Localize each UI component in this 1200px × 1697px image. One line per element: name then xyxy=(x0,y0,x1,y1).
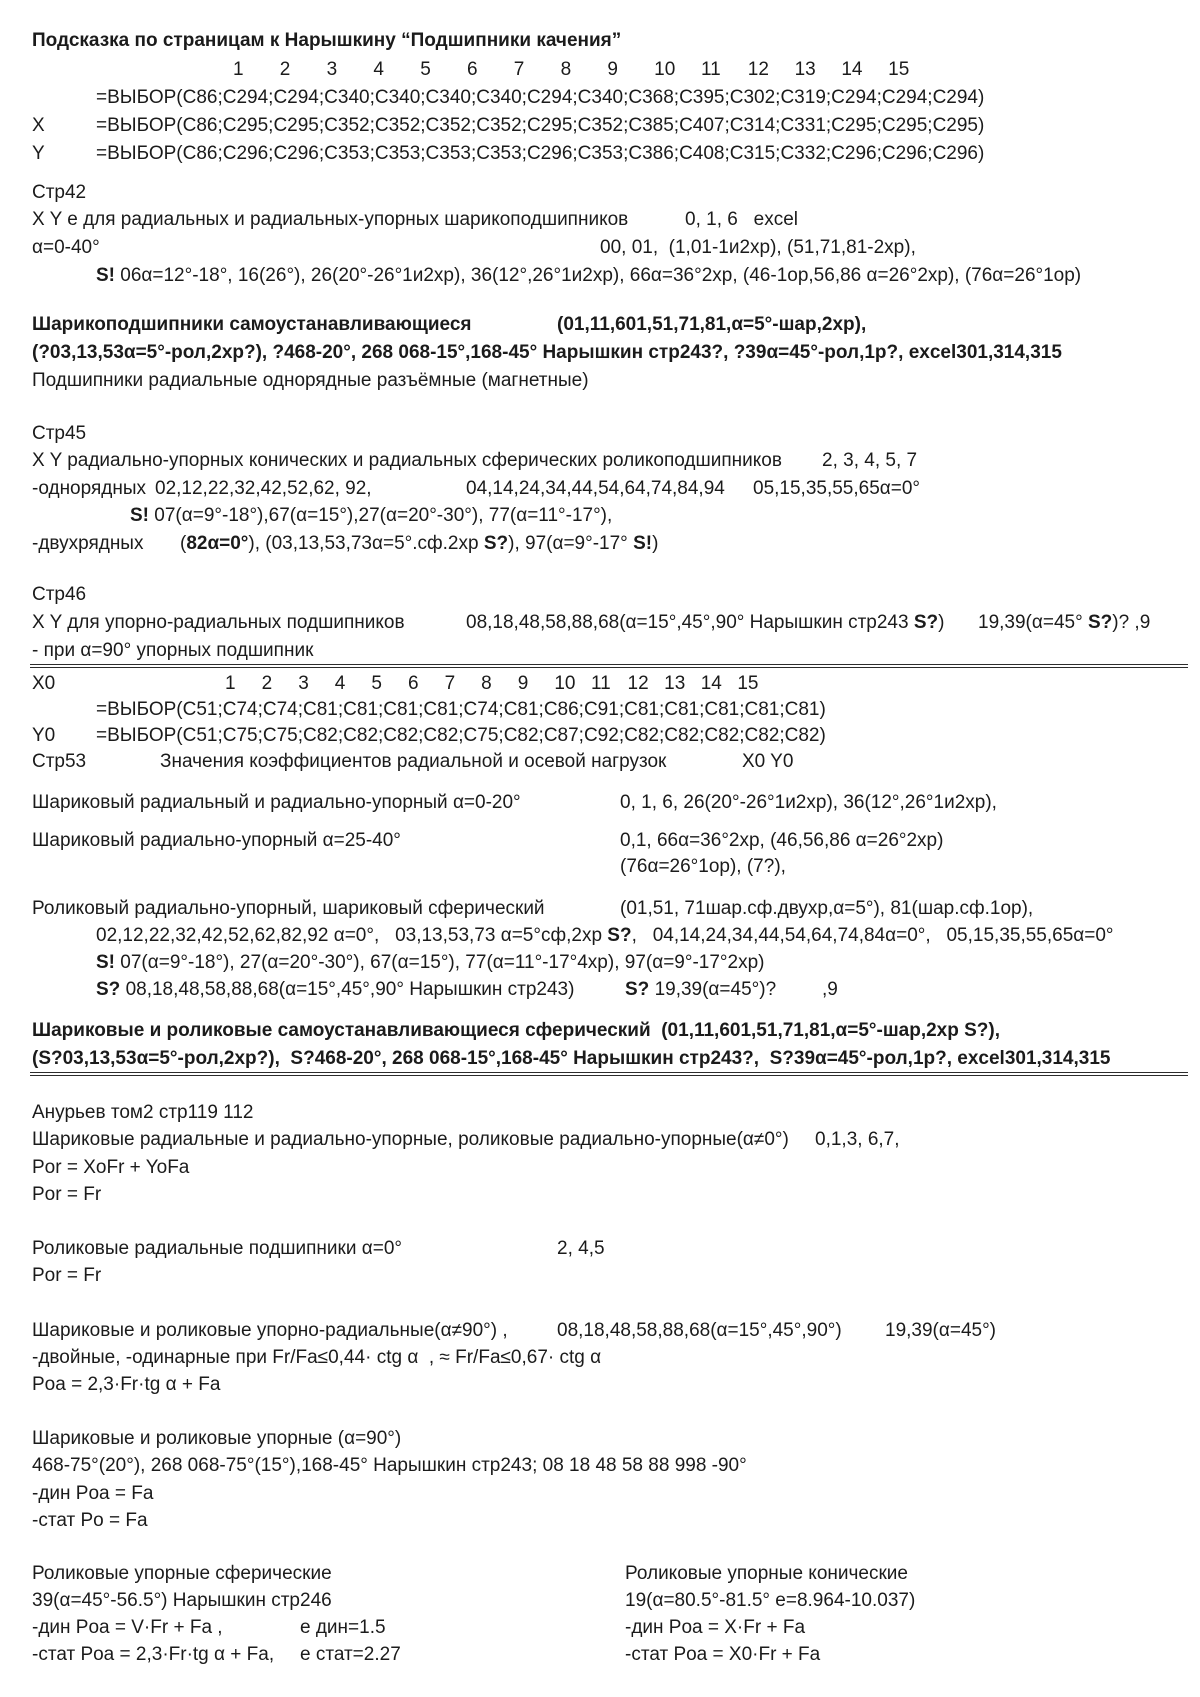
text-run: S? xyxy=(607,925,632,946)
text-chunk xyxy=(620,895,1033,922)
text-chunk xyxy=(32,1126,789,1153)
page-number: 15 xyxy=(888,59,910,80)
text-line xyxy=(0,748,1200,775)
text-run: (S?03,13,53α=5°-рол,2хр?), S?468-20°, 268 068-15°,168-45° Нарышкин стр243?, S?39α=45°-рол,1р?, excel301,314,315 xyxy=(32,1048,1111,1069)
text-run: Стр53 xyxy=(32,751,87,772)
doc-title xyxy=(0,27,1200,54)
text-run: ), 97(α=9°-17° xyxy=(508,533,634,554)
text-run: S! xyxy=(633,533,653,554)
text-run: 08,18,48,58,88,68(α=15°,45°,90°) xyxy=(557,1320,842,1341)
text-chunk xyxy=(32,530,143,557)
text-chunk xyxy=(32,1560,332,1587)
text-line xyxy=(0,447,1200,474)
section-heading xyxy=(0,976,1200,1003)
text-run: Por = Fr xyxy=(32,1184,102,1205)
text-chunk xyxy=(32,1480,153,1507)
page-number: 5 xyxy=(371,673,382,694)
page-number: 1 xyxy=(225,673,236,694)
text-run: 05,15,35,55,65α=0° xyxy=(753,478,921,499)
page-number: 5 xyxy=(420,59,431,80)
text-run: (?03,13,53α=5°-рол,2хр?), ?468-20°, 268 068-15°,168-45° Нарышкин стр243?, ?39α=45°-рол,1р?, excel301,314,315 xyxy=(32,342,1062,363)
text-run: -дин Poa = V·Fr + Fa , xyxy=(32,1617,223,1638)
text-chunk xyxy=(32,1587,332,1614)
text-line xyxy=(0,1425,1200,1452)
text-run: 08,18,48,58,88,68(α=15°,45°,90° Нарышкин стр243) xyxy=(125,979,575,1000)
text-run: 82α=0° xyxy=(186,533,249,554)
text-run: 00, 01, (1,01-1и2хр), (51,71,81-2хр), xyxy=(600,237,916,258)
text-chunk xyxy=(620,853,786,880)
text-chunk xyxy=(32,1017,1000,1044)
text-line xyxy=(0,1344,1200,1371)
text-run: X0 xyxy=(32,673,56,694)
page-number: 7 xyxy=(444,673,456,694)
text-chunk xyxy=(32,1452,747,1479)
text-line xyxy=(0,112,1200,139)
text-line xyxy=(0,722,1200,749)
text-run: -двухрядных xyxy=(32,533,144,554)
text-run: Poa = 2,3·Fr·tg α + Fa xyxy=(32,1374,221,1395)
page-number: 6 xyxy=(407,673,419,694)
text-chunk xyxy=(625,1641,820,1668)
text-chunk xyxy=(32,670,55,697)
text-chunk xyxy=(96,922,1114,949)
divider-rule xyxy=(30,664,1188,668)
text-run: =ВЫБОР(C86;C295;C295;C352;C352;C352;C352;C295;C352;C385;C407;C314;C331;C295;C295;C295) xyxy=(96,115,985,136)
text-chunk xyxy=(557,1317,842,1344)
text-run: -двойные, -одинарные при Fr/Fa≤0,44· ctg α , ≈ Fr/Fa≤0,67· ctg α xyxy=(32,1347,602,1368)
text-chunk xyxy=(685,206,798,233)
text-run: 19,39(α=45° xyxy=(978,612,1088,633)
text-run: Роликовые радиальные подшипники α=0° xyxy=(32,1238,402,1259)
text-run: ( xyxy=(180,533,187,554)
text-chunk xyxy=(822,447,917,474)
text-line xyxy=(0,1317,1200,1344)
text-chunk xyxy=(32,581,86,608)
text-run: 0,1,3, 6,7, xyxy=(815,1129,900,1150)
section-heading xyxy=(0,502,1200,529)
text-run: -однорядных xyxy=(32,478,146,499)
text-run: е стат=2.27 xyxy=(300,1644,401,1665)
section-heading xyxy=(0,262,1200,289)
text-chunk xyxy=(32,420,86,447)
text-line xyxy=(0,367,1200,394)
text-run: Шариковые радиальные и радиально-упорные, роликовые радиально-упорные(α≠0°) xyxy=(32,1129,789,1150)
page-number: 11 xyxy=(590,673,611,694)
text-chunk xyxy=(96,722,826,749)
text-run: α=0-40° xyxy=(32,237,100,258)
text-chunk xyxy=(822,976,838,1003)
text-run: - при α=90° упорных подшипник xyxy=(32,640,314,661)
text-chunk xyxy=(32,1507,148,1534)
text-run: ) xyxy=(938,612,945,633)
text-chunk xyxy=(32,179,86,206)
text-line xyxy=(0,1560,1200,1587)
text-run: 468-75°(20°), 268 068-75°(15°),168-45° Нарышкин стр243; 08 18 48 58 88 998 -90° xyxy=(32,1455,747,1476)
text-chunk xyxy=(978,609,1150,636)
text-run: S? xyxy=(913,612,939,633)
text-line xyxy=(0,1641,1200,1668)
text-chunk xyxy=(466,475,725,502)
text-run: X xyxy=(32,115,45,136)
text-run: )? ,9 xyxy=(1112,612,1151,633)
text-run: Роликовые упорные конические xyxy=(625,1563,908,1584)
text-run: S? xyxy=(1087,612,1113,633)
text-run: Por = XoFr + YoFa xyxy=(32,1157,190,1178)
page-number: 1 xyxy=(233,59,244,80)
text-line xyxy=(0,179,1200,206)
text-run: S? xyxy=(96,979,126,1000)
text-run: S? xyxy=(483,533,509,554)
text-run: -стат Poa = X0·Fr + Fa xyxy=(625,1644,821,1665)
text-run: Подшипники радиальные однорядные разъёмные (магнетные) xyxy=(32,370,589,391)
text-line xyxy=(0,827,1200,854)
text-run: ,9 xyxy=(822,979,838,1000)
formula-line xyxy=(0,696,1200,723)
text-line xyxy=(0,1181,1200,1208)
text-run: X0 Y0 xyxy=(742,751,794,772)
text-run: -стат Poa = 2,3·Fr·tg α + Fa, xyxy=(32,1644,275,1665)
text-chunk xyxy=(32,827,401,854)
page-number: 6 xyxy=(466,59,478,80)
text-run: 02,12,22,32,42,52,62, 92, xyxy=(155,478,372,499)
text-run: 06α=12°-18°, 16(26°), 26(20°-26°1и2хр), 36(12°,26°1и2хр), 66α=36°2хр, (46-1ор,56,86 α=26°2хр), (76α=26°1ор) xyxy=(120,265,1082,286)
text-chunk xyxy=(557,1235,605,1262)
page-number: 2 xyxy=(279,59,291,80)
text-chunk xyxy=(32,1641,274,1668)
page-number: 8 xyxy=(481,673,492,694)
text-run: S? xyxy=(625,979,655,1000)
text-chunk xyxy=(32,1235,402,1262)
text-chunk xyxy=(96,84,984,111)
page-number: 14 xyxy=(700,673,722,694)
page-number: 11 xyxy=(700,59,721,80)
text-run: 0, 1, 6, 26(20°-26°1и2хр), 36(12°,26°1и2хр), xyxy=(620,792,997,813)
text-chunk xyxy=(815,1126,900,1153)
text-run: 02,12,22,32,42,52,62,82,92 α=0°, 03,13,53,73 α=5°сф,2хр xyxy=(96,925,608,946)
text-run: Шариковый радиально-упорный α=25-40° xyxy=(32,830,401,851)
text-run: 07(α=9°-18°), 27(α=20°-30°), 67(α=15°), 77(α=11°-17°4хр), 97(α=9°-17°2хр) xyxy=(120,952,765,973)
page-number: 10 xyxy=(554,673,576,694)
page-number: 12 xyxy=(627,673,649,694)
page-number: 13 xyxy=(794,59,816,80)
text-chunk xyxy=(32,475,146,502)
text-chunk xyxy=(32,1614,223,1641)
text-chunk xyxy=(32,447,782,474)
text-line xyxy=(0,637,1200,664)
text-line xyxy=(0,581,1200,608)
text-chunk xyxy=(32,1154,189,1181)
page-number: 3 xyxy=(298,673,309,694)
text-run: Подсказка по страницам к Нарышкину “Подшипники качения” xyxy=(32,30,622,51)
text-chunk xyxy=(160,748,666,775)
text-chunk xyxy=(620,789,997,816)
text-chunk xyxy=(32,1181,101,1208)
text-chunk xyxy=(32,1317,508,1344)
text-line xyxy=(0,530,1200,557)
text-chunk xyxy=(96,262,1081,289)
divider-rule xyxy=(30,1072,1188,1076)
text-chunk xyxy=(32,234,100,261)
page-number: 14 xyxy=(841,59,863,80)
text-run: -дин Poa = Fa xyxy=(32,1483,154,1504)
text-chunk xyxy=(32,206,628,233)
text-chunk xyxy=(130,502,612,529)
text-run: 39(α=45°-56.5°) Нарышкин стр246 xyxy=(32,1590,332,1611)
text-run: 19(α=80.5°-81.5° e=8.964-10.037) xyxy=(625,1590,916,1611)
text-run: Шариковый радиальный и радиально-упорный α=0-20° xyxy=(32,792,521,813)
text-chunk xyxy=(96,140,984,167)
text-run: 04,14,24,34,44,54,64,74,84,94 xyxy=(466,478,725,499)
text-chunk xyxy=(96,976,574,1003)
text-chunk xyxy=(32,722,55,749)
text-line xyxy=(0,895,1200,922)
text-chunk xyxy=(233,56,935,83)
page-number: 12 xyxy=(747,59,769,80)
text-chunk xyxy=(32,789,521,816)
text-run: Анурьев том2 стр119 112 xyxy=(32,1102,254,1123)
text-chunk xyxy=(32,339,1062,366)
page-number: 13 xyxy=(664,673,686,694)
text-chunk xyxy=(600,234,916,261)
formula-line xyxy=(0,84,1200,111)
text-line xyxy=(0,1126,1200,1153)
text-run: Роликовый радиально-упорный, шариковый сферический xyxy=(32,898,545,919)
text-line xyxy=(0,1262,1200,1289)
text-line xyxy=(0,420,1200,447)
text-chunk xyxy=(753,475,920,502)
text-chunk xyxy=(96,949,764,976)
text-line xyxy=(0,922,1200,949)
text-chunk xyxy=(32,112,45,139)
text-run: 19,39(α=45°) xyxy=(885,1320,997,1341)
page-number: 9 xyxy=(517,673,529,694)
text-run: =ВЫБОР(C86;C294;C294;C340;C340;C340;C340;C294;C340;C368;C395;C302;C319;C294;C294;C294) xyxy=(96,87,985,108)
page-number: 7 xyxy=(513,59,525,80)
text-run: =ВЫБОР(C86;C296;C296;C353;C353;C353;C353;C296;C353;C386;C408;C315;C332;C296;C296;C296) xyxy=(96,143,985,164)
text-run: X Y е для радиальных и радиальных-упорных шарикоподшипников xyxy=(32,209,629,230)
text-chunk xyxy=(32,311,472,338)
text-chunk xyxy=(300,1641,401,1668)
text-chunk xyxy=(625,1614,805,1641)
text-run: (01,51, 71шар.сф.двухр,α=5°), 81(шар.сф.1ор), xyxy=(620,898,1034,919)
text-chunk xyxy=(625,1587,915,1614)
section-heading xyxy=(0,1045,1200,1072)
text-chunk xyxy=(96,112,984,139)
text-line xyxy=(0,206,1200,233)
text-chunk xyxy=(180,530,658,557)
text-chunk xyxy=(32,1262,101,1289)
page-number: 2 xyxy=(261,673,273,694)
text-chunk xyxy=(32,27,621,54)
text-line xyxy=(0,475,1200,502)
text-run: S! xyxy=(130,505,155,526)
text-line xyxy=(0,1587,1200,1614)
section-heading xyxy=(0,311,1200,338)
text-run: Стр46 xyxy=(32,584,87,605)
page-number: 9 xyxy=(607,59,618,80)
text-chunk xyxy=(96,696,826,723)
text-run: 0, 1, 6 excel xyxy=(685,209,799,230)
text-run: ), (03,13,53,73α=5°.сф.2хр xyxy=(248,533,484,554)
text-run: 19,39(α=45°)? xyxy=(654,979,777,1000)
text-line xyxy=(0,140,1200,167)
text-run: Шариковые и роликовые упорные (α=90°) xyxy=(32,1428,402,1449)
text-line xyxy=(0,1235,1200,1262)
section-heading xyxy=(0,339,1200,366)
page-number: 8 xyxy=(560,59,572,80)
page-number: 4 xyxy=(373,59,384,80)
text-chunk xyxy=(885,1317,996,1344)
page-number: 4 xyxy=(334,673,346,694)
text-run: S! xyxy=(96,265,121,286)
text-run: S! xyxy=(96,952,121,973)
text-line xyxy=(0,234,1200,261)
text-run: е дин=1.5 xyxy=(300,1617,386,1638)
text-chunk xyxy=(32,1045,1110,1072)
text-run: 08,18,48,58,88,68(α=15°,45°,90° Нарышкин стр243 xyxy=(466,612,914,633)
page-number: 3 xyxy=(326,59,338,80)
text-chunk xyxy=(625,1560,908,1587)
text-run: Por = Fr xyxy=(32,1265,102,1286)
text-line xyxy=(0,609,1200,636)
text-run: Шариковые и роликовые самоустанавливающиеся сферический (01,11,601,51,71,81,α=5°-шар,2хр S?), xyxy=(32,1020,1001,1041)
text-line xyxy=(0,1480,1200,1507)
text-chunk xyxy=(32,748,86,775)
text-line xyxy=(0,1452,1200,1479)
text-run: (76α=26°1ор), (7?), xyxy=(620,856,786,877)
text-run: =ВЫБОР(C51;C74;C74;C81;C81;C81;C81;C74;C81;C86;C91;C81;C81;C81;C81;C81) xyxy=(96,699,826,720)
text-chunk xyxy=(300,1614,386,1641)
text-line xyxy=(0,1371,1200,1398)
text-chunk xyxy=(32,1344,601,1371)
text-chunk xyxy=(32,1425,401,1452)
text-chunk xyxy=(32,895,545,922)
text-run: Значения коэффициентов радиальной и осевой нагрузок xyxy=(160,751,667,772)
section-heading xyxy=(0,949,1200,976)
text-run: 2, 4,5 xyxy=(557,1238,605,1259)
text-run: Стр45 xyxy=(32,423,87,444)
text-chunk xyxy=(466,609,944,636)
text-line xyxy=(0,1154,1200,1181)
text-chunk xyxy=(625,976,776,1003)
text-line xyxy=(0,1507,1200,1534)
text-chunk xyxy=(32,637,313,664)
page-number-row xyxy=(0,670,1200,697)
text-chunk xyxy=(32,140,45,167)
text-line xyxy=(0,789,1200,816)
text-chunk xyxy=(620,827,943,854)
text-run: Роликовые упорные сферические xyxy=(32,1563,332,1584)
text-run: -стат Po = Fa xyxy=(32,1510,148,1531)
page-number: 10 xyxy=(654,59,676,80)
text-run: 2, 3, 4, 5, 7 xyxy=(822,450,918,471)
text-run: Шарикоподшипники самоустанавливающиеся xyxy=(32,314,472,335)
text-run: Шариковые и роликовые упорно-радиальные(α≠90°) , xyxy=(32,1320,508,1341)
page-number: 15 xyxy=(737,673,759,694)
text-run: 07(α=9°-18°),67(α=15°),27(α=20°-30°), 77(α=11°-17°), xyxy=(154,505,613,526)
text-chunk xyxy=(225,670,774,697)
text-run: (01,11,601,51,71,81,α=5°-шар,2хр), xyxy=(557,314,867,335)
section-heading xyxy=(0,1017,1200,1044)
text-run: Y0 xyxy=(32,725,56,746)
text-chunk xyxy=(32,609,405,636)
text-run: -дин Poa = X·Fr + Fa xyxy=(625,1617,806,1638)
text-run: Стр42 xyxy=(32,182,87,203)
text-chunk xyxy=(557,311,866,338)
text-line xyxy=(0,1614,1200,1641)
text-run: 0,1, 66α=36°2хр, (46,56,86 α=26°2хр) xyxy=(620,830,944,851)
text-chunk xyxy=(32,1099,253,1126)
page-number-row xyxy=(0,56,1200,83)
text-run: X Y радиально-упорных конических и радиальных сферических роликоподшипников xyxy=(32,450,782,471)
text-chunk xyxy=(742,748,793,775)
text-chunk xyxy=(32,1371,220,1398)
text-run: Y xyxy=(32,143,45,164)
text-chunk xyxy=(32,367,589,394)
text-line xyxy=(0,1099,1200,1126)
text-run: , 04,14,24,34,44,54,64,74,84α=0°, 05,15,35,55,65α=0° xyxy=(631,925,1114,946)
text-run: =ВЫБОР(C51;C75;C75;C82;C82;C82;C82;C75;C82;C87;C92;C82;C82;C82;C82;C82) xyxy=(96,725,826,746)
text-run: X Y для упорно-радиальных подшипников xyxy=(32,612,405,633)
text-chunk xyxy=(155,475,372,502)
text-run: ) xyxy=(652,533,659,554)
text-line xyxy=(0,853,1200,880)
